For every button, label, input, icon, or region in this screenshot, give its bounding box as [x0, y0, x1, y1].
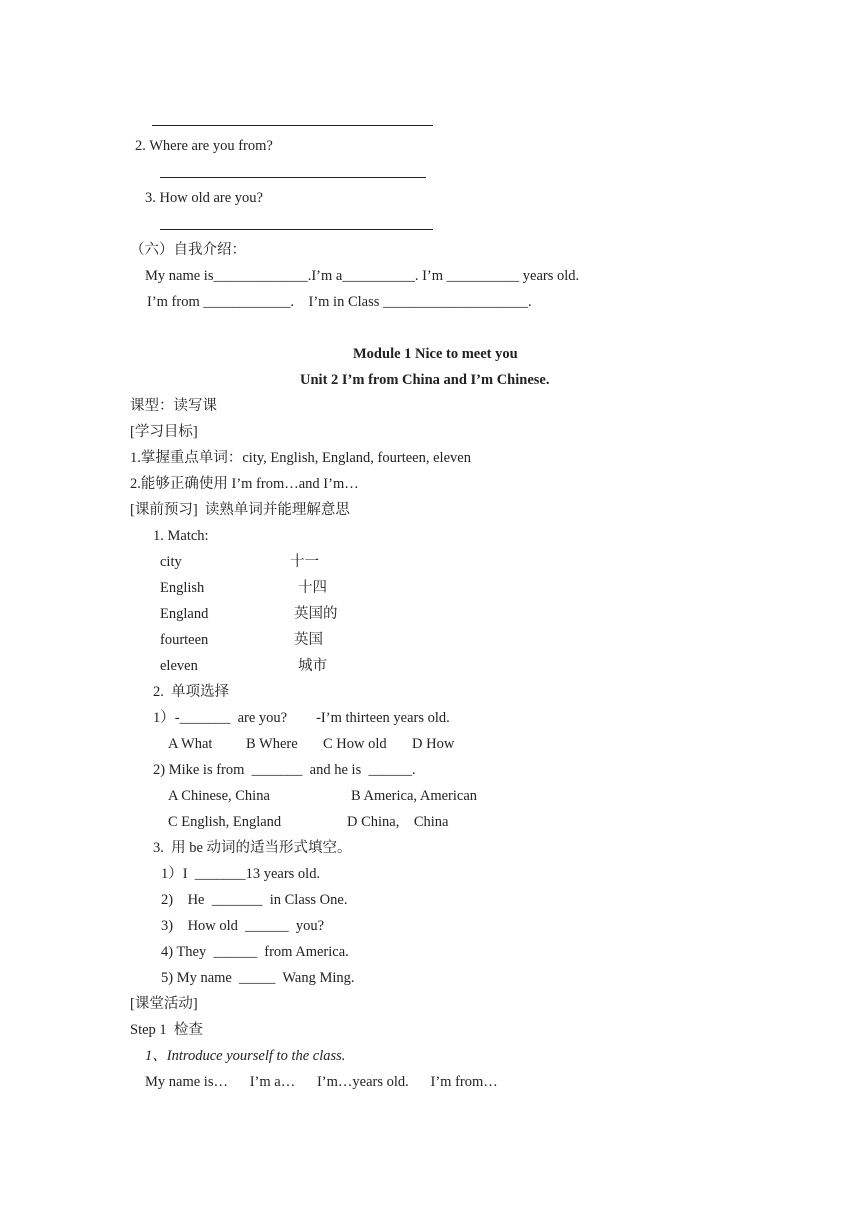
question-3: 3. How old are you?: [145, 190, 263, 206]
match-title: 1. Match:: [153, 528, 209, 544]
section6-heading: （六）自我介绍：: [130, 242, 246, 258]
objective-1: 1.掌握重点单词：city, English, England, fourteen, eleven: [130, 450, 471, 466]
choice-option: C How old: [323, 736, 387, 752]
match-word: English: [160, 580, 205, 596]
match-word: eleven: [160, 658, 198, 674]
be-verb-item: 1）I _______13 years old.: [161, 866, 321, 882]
choice-title: 2. 单项选择: [153, 684, 230, 700]
step-1: Step 1 检查: [130, 1022, 203, 1038]
unit-title: Unit 2 I’m from China and I’m Chinese.: [300, 372, 550, 388]
self-intro-line-1: My name is_____________.I’m a__________. I’m __________ years old.: [145, 268, 580, 284]
choice-option: A What: [168, 736, 213, 752]
choice-option: D China, China: [347, 814, 449, 830]
lesson-type: 课型：读写课: [130, 398, 217, 414]
choice-option: B America, American: [351, 788, 478, 804]
objectives-heading: [学习目标]: [130, 424, 198, 440]
match-meaning: 十一: [290, 554, 319, 570]
task-1: 1、Introduce yourself to the class.: [145, 1048, 346, 1064]
activity-heading: [课堂活动]: [130, 996, 198, 1012]
self-intro-line-2: I’m from ____________. I’m in Class ____________________.: [147, 294, 532, 310]
answer-line-3: [160, 229, 433, 230]
match-meaning: 英国的: [294, 606, 338, 622]
choice-option: D How: [412, 736, 455, 752]
be-verb-item: 3) How old ______ you?: [161, 918, 325, 934]
intro-prompts: My name is… I’m a… I’m…years old. I’m from…: [145, 1074, 498, 1090]
match-word: city: [160, 554, 182, 570]
answer-line-2: [160, 177, 426, 178]
match-word: England: [160, 606, 209, 622]
choice-option: B Where: [246, 736, 298, 752]
module-title: Module 1 Nice to meet you: [353, 346, 518, 362]
choice-option: C English, England: [168, 814, 282, 830]
question-2: 2. Where are you from?: [135, 138, 273, 154]
be-verb-item: 2) He _______ in Class One.: [161, 892, 348, 908]
be-verb-title: 3. 用 be 动词的适当形式填空。: [153, 840, 352, 856]
match-meaning: 城市: [298, 658, 327, 674]
preview-heading: [课前预习] 读熟单词并能理解意思: [130, 502, 350, 518]
match-meaning: 十四: [298, 580, 327, 596]
choice-option: A Chinese, China: [168, 788, 270, 804]
objective-2: 2.能够正确使用 I’m from…and I’m…: [130, 476, 359, 492]
match-word: fourteen: [160, 632, 209, 648]
answer-line-1: [152, 125, 433, 126]
choice-question-1: 1）-_______ are you? -I’m thirteen years old.: [153, 710, 450, 726]
match-meaning: 英国: [294, 632, 323, 648]
be-verb-item: 5) My name _____ Wang Ming.: [161, 970, 355, 986]
choice-question-2: 2) Mike is from _______ and he is ______.: [153, 762, 416, 778]
be-verb-item: 4) They ______ from America.: [161, 944, 349, 960]
